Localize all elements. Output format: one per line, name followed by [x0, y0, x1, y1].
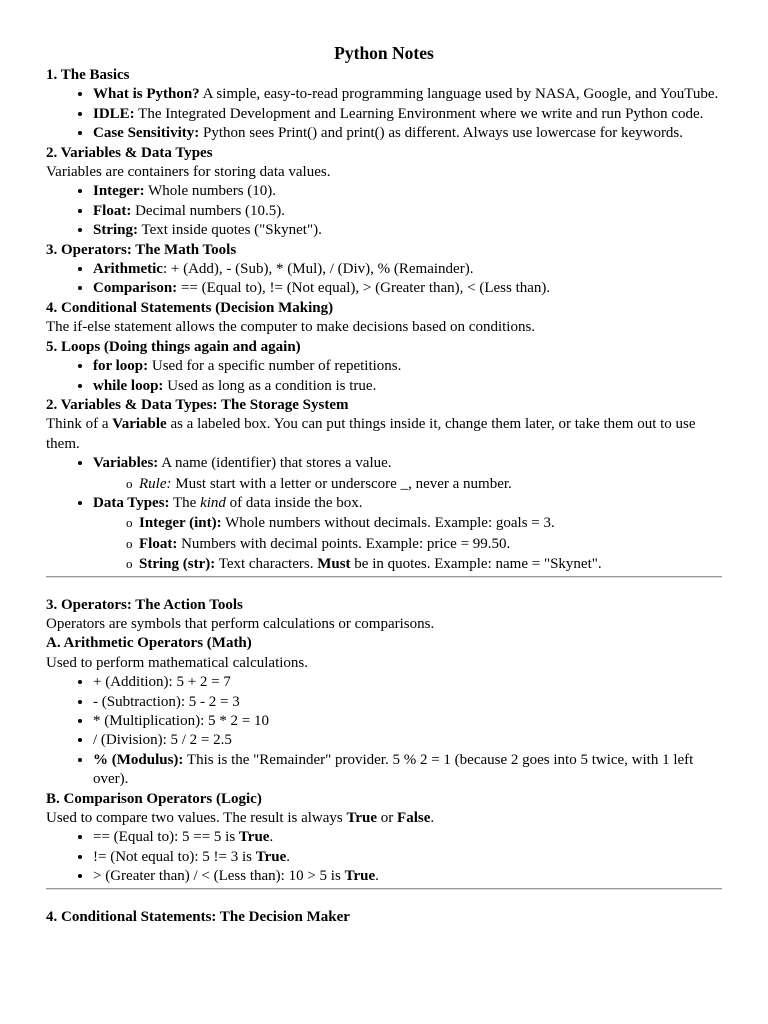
- sub-list-item: ◦ String (str): Text characters. Must be in quotes. Example: name = "Skynet".: [139, 554, 722, 574]
- list-item: • Integer: Whole numbers (10).: [93, 182, 722, 201]
- sub-list-item: ◦ Rule: Must start with a letter or underscore _, never a number.: [139, 474, 722, 494]
- list-item: • Float: Decimal numbers (10.5).: [93, 202, 722, 221]
- section-intro: Think of a Variable as a labeled box. You can put things inside it, change them later, or take them out to use them.: [46, 416, 696, 452]
- data-types-list: [46, 182, 722, 240]
- section-heading-operators: 3. Operators: The Math Tools: [46, 241, 237, 258]
- subsection-heading-comparison: B. Comparison Operators (Logic): [46, 790, 262, 807]
- subsection-intro: Used to perform mathematical calculations.: [46, 654, 308, 671]
- section-divider: [46, 576, 722, 578]
- list-item: • Variables: A name (identifier) that stores a value. ◦ Rule: Must start with a letter or underscore _, never a number.: [93, 454, 722, 494]
- page-title: Python Notes: [334, 43, 434, 63]
- sub-list-item: ◦ Float: Numbers with decimal points. Example: price = 99.50.: [139, 534, 722, 554]
- list-item: • * (Multiplication): 5 * 2 = 10: [93, 712, 722, 731]
- list-item: • IDLE: The Integrated Development and Learning Environment where we write and run Python code.: [93, 105, 722, 124]
- section-heading-decision-maker: 4. Conditional Statements: The Decision Maker: [46, 908, 350, 925]
- list-item: • % (Modulus): This is the "Remainder" provider. 5 % 2 = 1 (because 2 goes into 5 twice, with 1 left over).: [93, 751, 722, 790]
- list-item: • Arithmetic: + (Add), - (Sub), * (Mul), / (Div), % (Remainder).: [93, 260, 722, 279]
- list-item: • + (Addition): 5 + 2 = 7: [93, 673, 722, 692]
- list-item: • Case Sensitivity: Python sees Print() and print() as different. Always use lowercase for keywords.: [93, 124, 722, 143]
- subsection-intro: Used to compare two values. The result is always True or False.: [46, 810, 435, 827]
- list-item: • String: Text inside quotes ("Skynet").: [93, 221, 722, 240]
- comparison-list: [46, 828, 722, 886]
- list-item: • != (Not equal to): 5 != 3 is True.: [93, 848, 722, 867]
- list-item: • Comparison: == (Equal to), != (Not equal), > (Greater than), < (Less than).: [93, 279, 722, 298]
- section-intro: The if-else statement allows the computer to make decisions based on conditions.: [46, 319, 536, 336]
- section-intro: Variables are containers for storing data values.: [46, 164, 331, 181]
- list-item: • == (Equal to): 5 == 5 is True.: [93, 828, 722, 847]
- basics-list: [46, 85, 722, 143]
- section-heading-storage-system: 2. Variables & Data Types: The Storage System: [46, 396, 349, 413]
- section-heading-conditionals: 4. Conditional Statements (Decision Making): [46, 299, 334, 316]
- section-divider: [46, 888, 722, 890]
- list-item: • What is Python? A simple, easy-to-read programming language used by NASA, Google, and YouTube.: [93, 85, 722, 104]
- list-item: • / (Division): 5 / 2 = 2.5: [93, 731, 722, 750]
- section-intro: Operators are symbols that perform calculations or comparisons.: [46, 615, 435, 632]
- list-item: • > (Greater than) / < (Less than): 10 > 5 is True.: [93, 867, 722, 886]
- list-item: • Data Types: The kind of data inside the box. ◦ Integer (int): Whole numbers without decimals. Example: goals = 3. ◦ Float: Numbers with decimal points. Example: price = 99.50. ◦ String (str): Text characters. Must be in quotes. Example: name = "Skynet".: [93, 494, 722, 575]
- sub-list-item: ◦ Integer (int): Whole numbers without decimals. Example: goals = 3.: [139, 513, 722, 533]
- list-item: • - (Subtraction): 5 - 2 = 3: [93, 693, 722, 712]
- subsection-heading-arithmetic: A. Arithmetic Operators (Math): [46, 635, 252, 652]
- sub-list: [93, 513, 722, 574]
- section-heading-loops: 5. Loops (Doing things again and again): [46, 338, 301, 355]
- section-heading-basics: 1. The Basics: [46, 67, 130, 83]
- section-heading-variables: 2. Variables & Data Types: [46, 144, 213, 161]
- arithmetic-list: [46, 673, 722, 789]
- sub-list: [93, 474, 722, 494]
- list-item: • for loop: Used for a specific number of repetitions.: [93, 357, 722, 376]
- operators-list: [46, 260, 722, 299]
- list-item: • while loop: Used as long as a condition is true.: [93, 377, 722, 396]
- section-heading-action-tools: 3. Operators: The Action Tools: [46, 596, 243, 613]
- loops-list: [46, 357, 722, 396]
- storage-list: [46, 454, 722, 574]
